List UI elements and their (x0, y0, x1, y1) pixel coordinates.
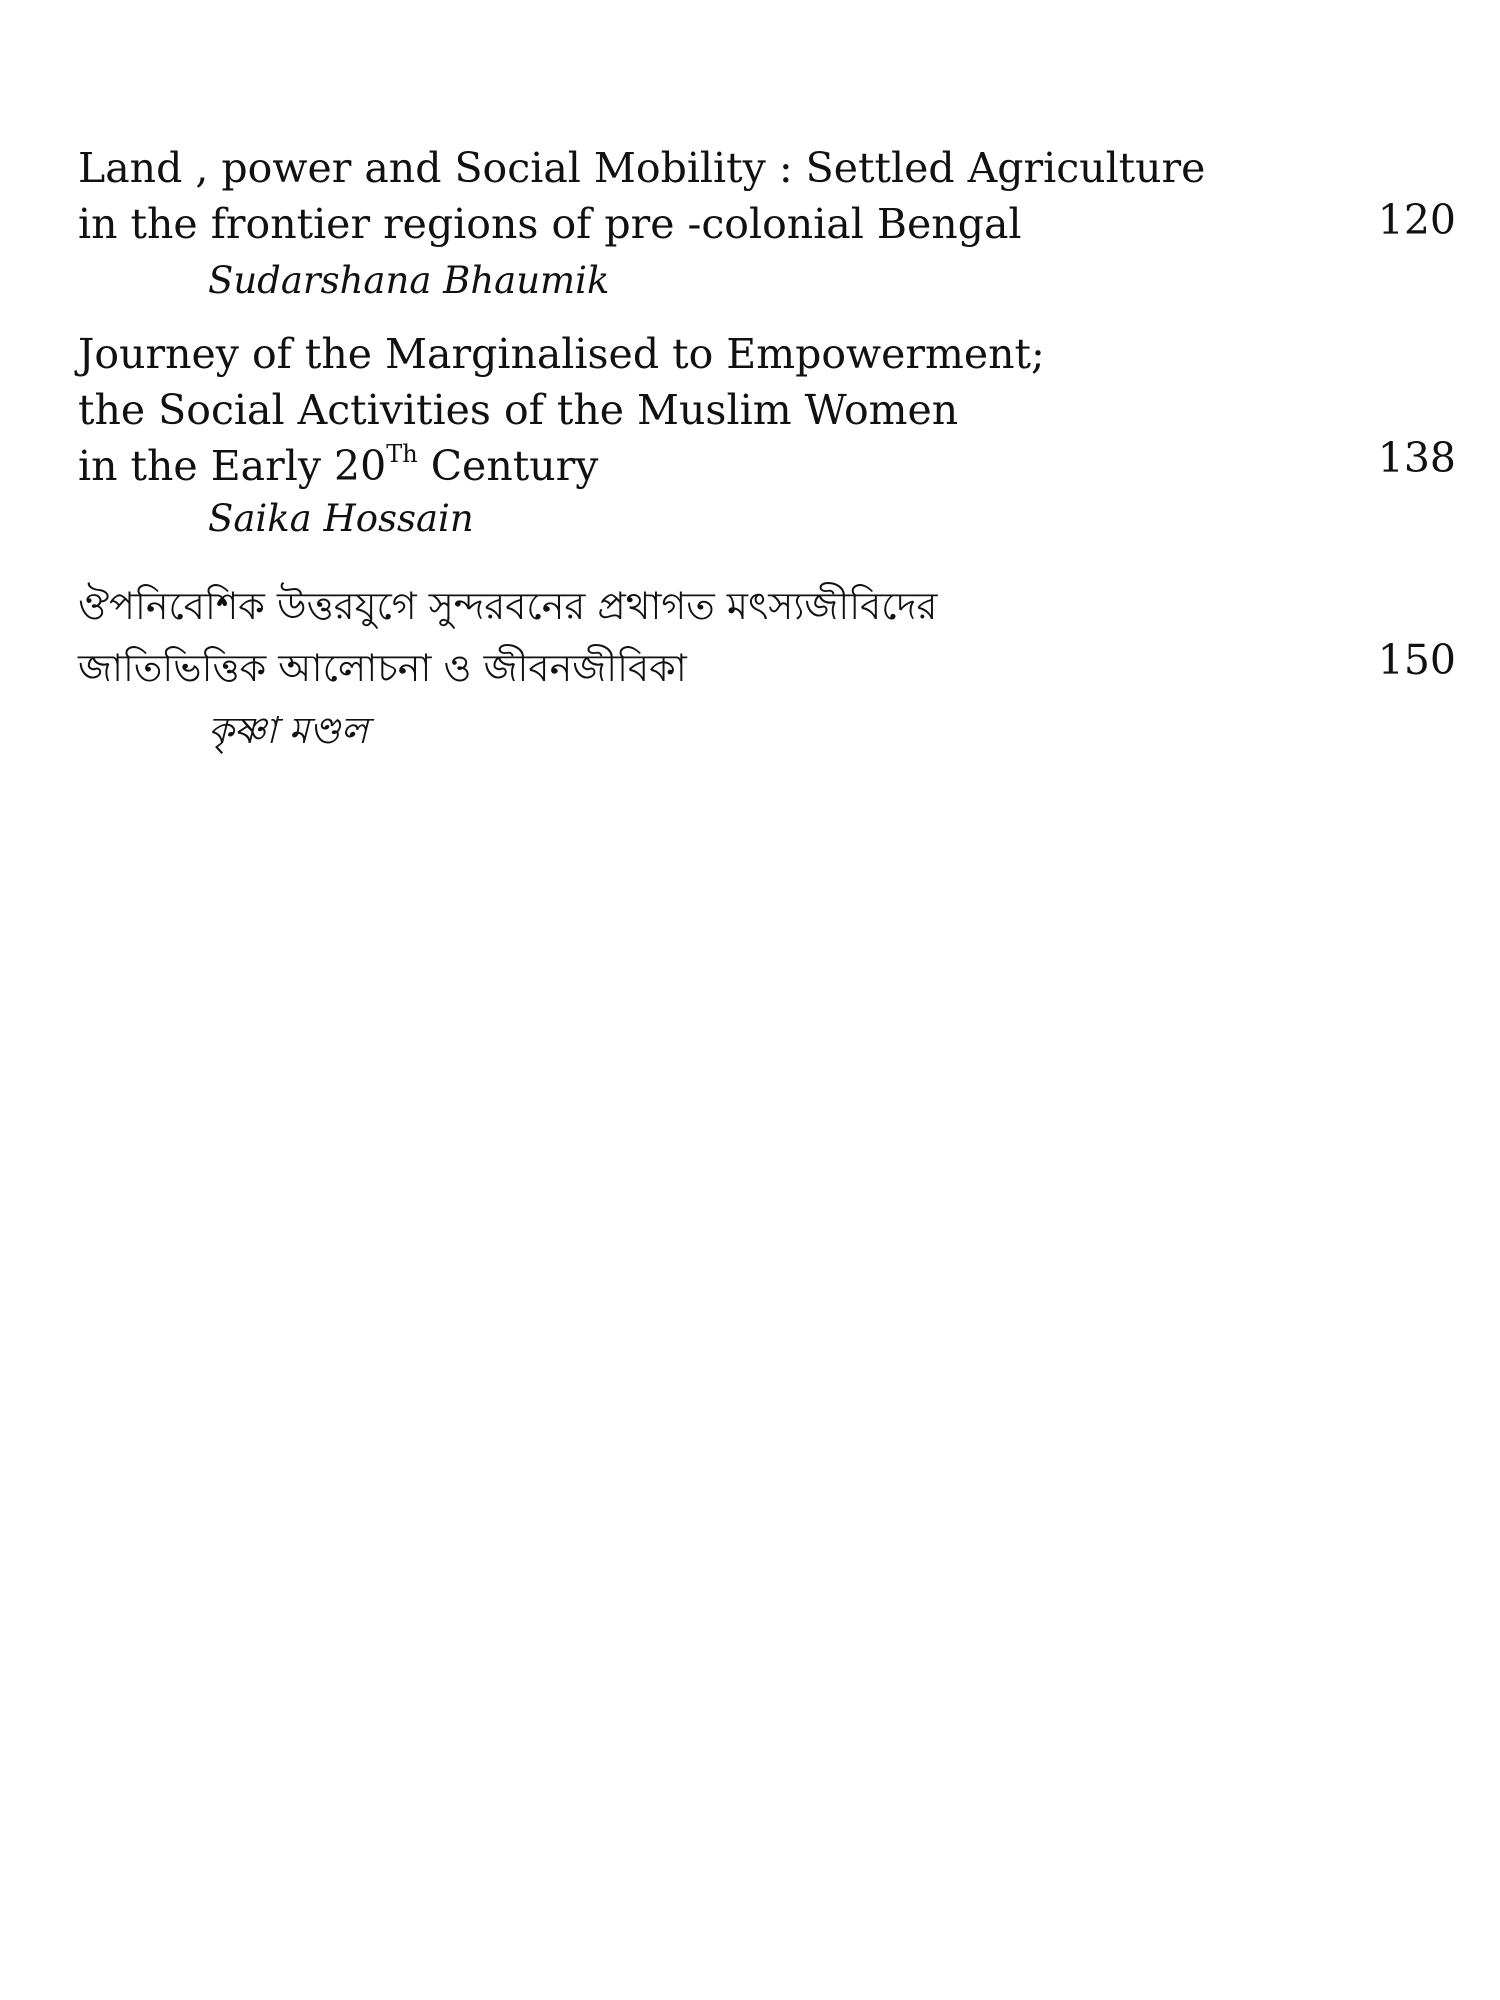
entry-title-line: জাতিভিত্তিক আলোচনা ও জীবনজীবিকা (78, 646, 687, 690)
entry-title-text: in the Early 20 (78, 442, 387, 490)
entry-author: Saika Hossain (208, 497, 474, 540)
entry-title-line (78, 438, 598, 494)
entry-title-line: Journey of the Marginalised to Empowerment; (78, 330, 1045, 378)
entry-title-line: the Social Activities of the Muslim Women (78, 386, 959, 434)
entry-author: কৃষ্ণা মণ্ডল (208, 709, 369, 752)
ordinal-superscript: Th (386, 440, 418, 468)
page-number: 120 (1377, 196, 1456, 244)
toc-entry (78, 326, 1456, 546)
toc-entry (78, 578, 1456, 768)
entry-title-line: Land , power and Social Mobility : Settled Agriculture (78, 144, 1206, 192)
entry-author: Sudarshana Bhaumik (208, 259, 610, 302)
page-number: 138 (1377, 434, 1456, 482)
entry-title-line: ঔপনিবেশিক উত্তরযুগে সুন্দরবনের প্রথাগত মৎস্যজীবিদের (78, 584, 938, 628)
entry-title-line: in the frontier regions of pre -colonial Bengal (78, 200, 1022, 248)
toc-entry (78, 140, 1456, 310)
page-number: 150 (1377, 636, 1456, 684)
entry-title-text: Century (417, 442, 599, 490)
